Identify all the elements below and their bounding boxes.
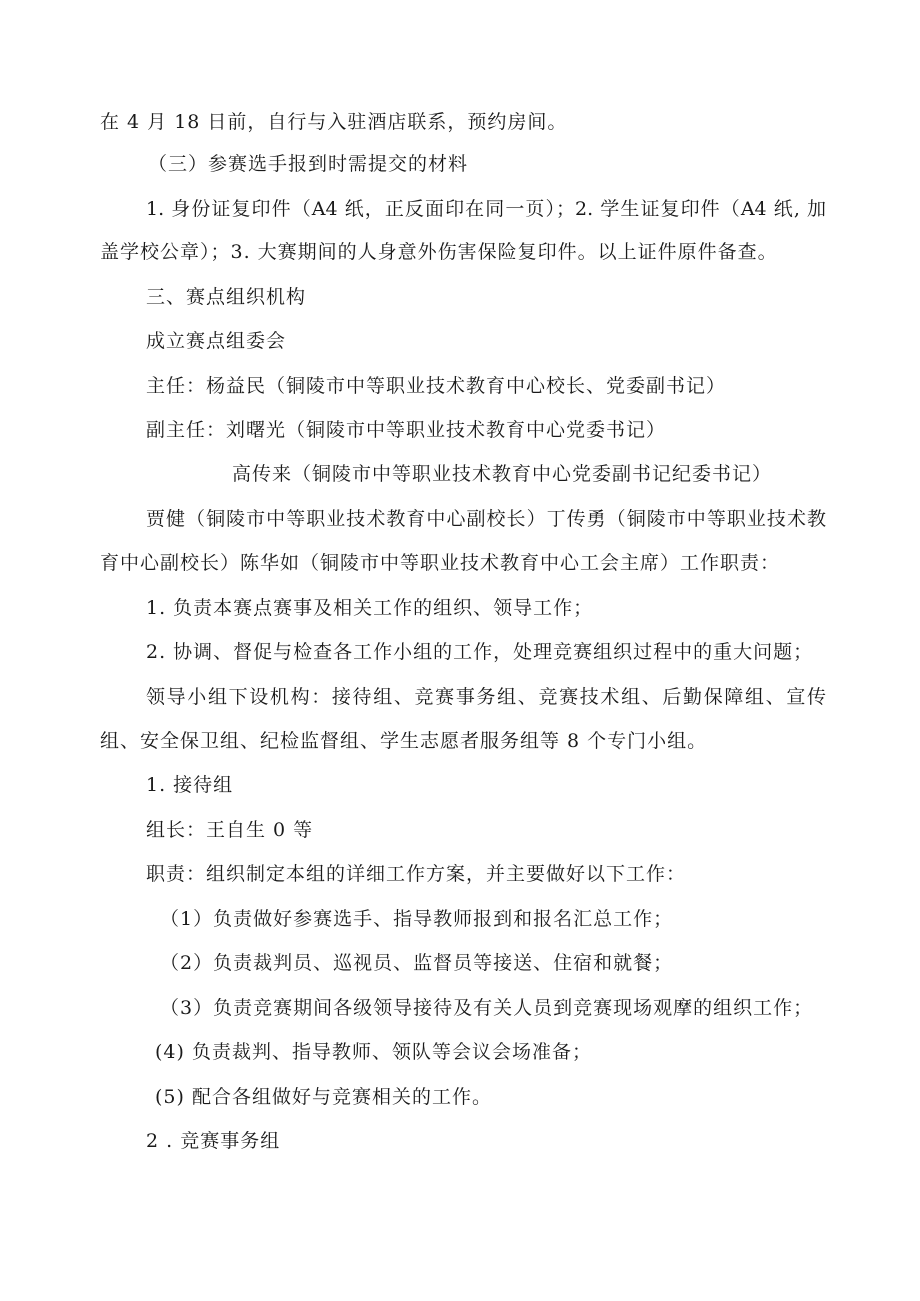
list-item-2: （2）负责裁判员、巡视员、监督员等接送、住宿和就餐； xyxy=(160,952,674,974)
text-line-duty-1: 1. 负责本赛点赛事及相关工作的组织、领导工作； xyxy=(146,597,594,619)
section-heading-materials: （三）参赛选手报到时需提交的材料 xyxy=(148,153,469,175)
section-heading-competition-affairs: 2 . 竞赛事务组 xyxy=(146,1130,281,1152)
text-line-materials-2: 盖学校公章）；3. 大赛期间的人身意外伤害保险复印件。以上证件原件备查。 xyxy=(100,241,778,263)
text-line-materials-1: 1. 身份证复印件（A4 纸，正反面印在同一页）；2. 学生证复印件（A4 纸, 加 xyxy=(146,198,826,220)
text-line-members-1: 贾健（铜陵市中等职业技术教育中心副校长）丁传勇（铜陵市中等职业技术教 xyxy=(146,508,826,530)
text-line-leader: 组长：王自生 0 等 xyxy=(146,819,314,841)
text-line-deputy-director: 副主任：刘曙光（铜陵市中等职业技术教育中心党委书记） xyxy=(146,419,667,441)
text-line-subgroups-2: 组、安全保卫组、纪检监督组、学生志愿者服务组等 8 个专门小组。 xyxy=(100,730,708,752)
list-item-3: （3）负责竞赛期间各级领导接待及有关人员到竞赛现场观摩的组织工作； xyxy=(160,997,814,1019)
text-line-committee: 成立赛点组委会 xyxy=(146,330,287,352)
text-line-booking: 在 4 月 18 日前，自行与入驻酒店联系，预约房间。 xyxy=(100,111,568,133)
text-line-duty-2: 2. 协调、督促与检查各工作小组的工作，处理竞赛组织过程中的重大问题； xyxy=(146,641,814,663)
text-line-responsibilities: 职责：组织制定本组的详细工作方案，并主要做好以下工作： xyxy=(146,863,687,885)
list-item-4: (4) 负责裁判、指导教师、领队等会议会场准备； xyxy=(155,1041,592,1063)
text-line-deputy-director-2: 高传来（铜陵市中等职业技术教育中心党委副书记纪委书记） xyxy=(232,463,773,485)
section-heading-organization: 三、赛点组织机构 xyxy=(146,286,307,308)
text-line-members-2: 育中心副校长）陈华如（铜陵市中等职业技术教育中心工会主席）工作职责： xyxy=(100,552,781,574)
text-line-director: 主任：杨益民（铜陵市中等职业技术教育中心校长、党委副书记） xyxy=(146,375,727,397)
text-line-subgroups-1: 领导小组下设机构：接待组、竞赛事务组、竞赛技术组、后勤保障组、宣传 xyxy=(146,686,826,708)
list-item-1: （1）负责做好参赛选手、指导教师报到和报名汇总工作； xyxy=(160,908,674,930)
list-item-5: (5) 配合各组做好与竞赛相关的工作。 xyxy=(155,1086,492,1108)
section-heading-reception: 1. 接待组 xyxy=(146,774,234,796)
